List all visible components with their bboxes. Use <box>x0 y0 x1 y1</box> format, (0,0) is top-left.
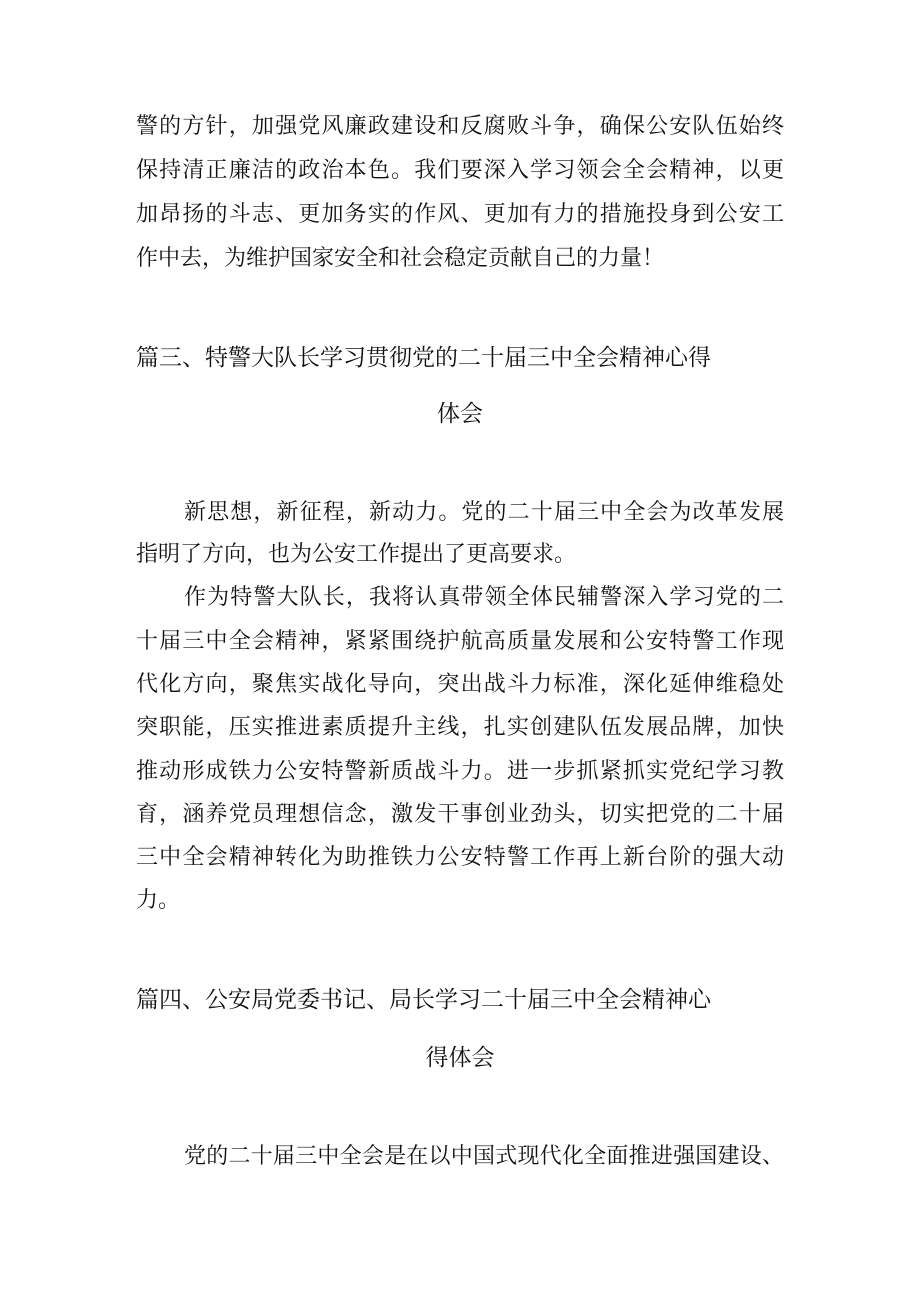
paragraph-line: 警的方针，加强党风廉政建设和反腐败斗争，确保公安队伍始终 <box>136 114 784 139</box>
paragraph-line: 作中去，为维护国家安全和社会稳定贡献自己的力量！ <box>136 246 665 271</box>
paragraph-line: 三中全会精神转化为助推铁力公安特警工作再上新台阶的强大动 <box>136 845 784 870</box>
paragraph-line: 作为特警大队长，我将认真带领全体民辅警深入学习党的二 <box>184 585 784 610</box>
paragraph-line: 党的二十届三中全会是在以中国式现代化全面推进强国建设、 <box>184 1144 784 1169</box>
section-title: 篇三、特警大队长学习贯彻党的二十届三中全会精神心得 <box>136 345 711 371</box>
section-title: 篇四、公安局党委书记、局长学习二十届三中全会精神心 <box>136 987 711 1013</box>
paragraph-line: 代化方向，聚焦实战化导向，突出战斗力标准，深化延伸维稳处 <box>136 672 784 697</box>
paragraph-line: 推动形成铁力公安特警新质战斗力。进一步抓紧抓实党纪学习教 <box>136 759 784 784</box>
paragraph-line: 加昂扬的斗志、更加务实的作风、更加有力的措施投身到公安工 <box>136 202 784 227</box>
paragraph-line: 指明了方向，也为公安工作提出了更高要求。 <box>136 542 577 567</box>
paragraph-line: 新思想，新征程，新动力。党的二十届三中全会为改革发展 <box>184 500 784 525</box>
paragraph-line: 育，涵养党员理想信念，激发干事创业劲头，切实把党的二十届 <box>136 802 784 827</box>
paragraph-line: 力。 <box>136 888 181 913</box>
paragraph-line: 突职能，压实推进素质提升主线，扎实创建队伍发展品牌，加快 <box>136 715 784 740</box>
paragraph-line: 十届三中全会精神，紧紧围绕护航高质量发展和公安特警工作现 <box>136 629 784 654</box>
paragraph-line: 保持清正廉洁的政治本色。我们要深入学习领会全会精神，以更 <box>136 158 784 183</box>
section-title-continuation: 得体会 <box>425 1045 495 1071</box>
section-title-continuation: 体会 <box>437 401 483 427</box>
